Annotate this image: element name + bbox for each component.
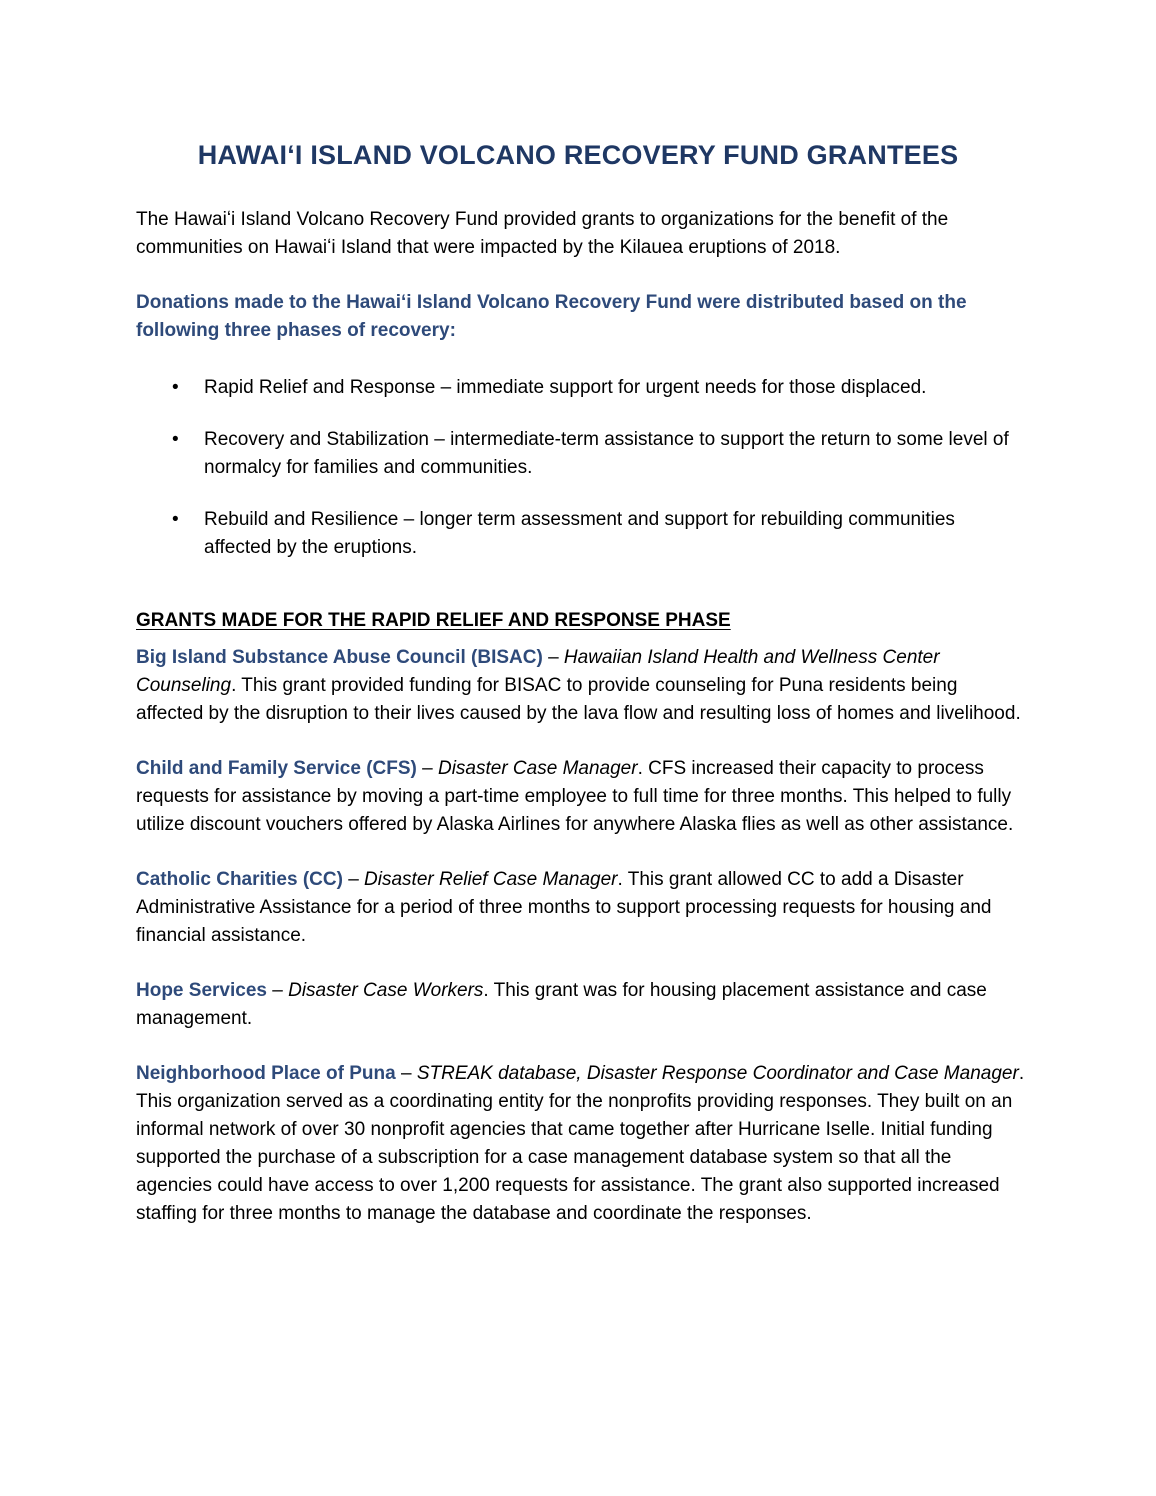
phase-item bbox=[136, 426, 1026, 482]
grant-description: . This organization served as a coordinating entity for the nonprofits providing responses. They built on an informal network of over 30 nonprofit agencies that came together after Hurricane Iselle. Initial funding supported the purchase of a subscription for a case management database system so that all the agencies could have access to over 1,200 requests for assistance. The grant also supported increased staffing for three months to manage the database and coordinate the responses. bbox=[136, 1063, 1025, 1224]
grant-org: Big Island Substance Abuse Council (BISAC) bbox=[136, 647, 543, 668]
page-title: HAWAIʻI ISLAND VOLCANO RECOVERY FUND GRANTEES bbox=[197, 140, 959, 170]
grant-entry bbox=[136, 866, 1026, 950]
grant-project: Disaster Case Manager bbox=[437, 758, 638, 779]
grant-separator: – bbox=[542, 647, 564, 668]
grant-project: Disaster Relief Case Manager bbox=[364, 869, 618, 890]
grant-description: . This grant allowed CC to add a Disaster Administrative Assistance for a period of three months to support processing requests for housing and financial assistance. bbox=[136, 869, 992, 946]
grant-entry bbox=[136, 644, 1026, 728]
bullet-icon: • bbox=[172, 377, 179, 398]
bullet-icon: • bbox=[172, 509, 179, 530]
phase-text: Rapid Relief and Response – immediate support for urgent needs for those displaced. bbox=[204, 377, 927, 398]
grant-project: Hawaiian Island Health and Wellness Center Counseling bbox=[136, 647, 940, 696]
grant-org: Neighborhood Place of Puna bbox=[136, 1063, 396, 1084]
intro-paragraph: The Hawaiʻi Island Volcano Recovery Fund provided grants to organizations for the benefit of the communities on Hawaiʻi Island that were impacted by the Kilauea eruptions of 2018. bbox=[136, 209, 949, 258]
grant-separator: – bbox=[395, 1063, 417, 1084]
section-heading: GRANTS MADE FOR THE RAPID RELIEF AND RESPONSE PHASE bbox=[136, 610, 731, 631]
phase-item bbox=[136, 374, 1026, 402]
grant-separator: – bbox=[416, 758, 438, 779]
bullet-icon: • bbox=[172, 429, 179, 450]
grant-description: . This grant was for housing placement assistance and case management. bbox=[136, 980, 987, 1029]
grant-separator: – bbox=[342, 869, 365, 890]
grant-org: Catholic Charities (CC) bbox=[136, 869, 343, 890]
grant-description: . This grant provided funding for BISAC to provide counseling for Puna residents being affected by the disruption to their lives caused by the lava flow and resulting loss of homes and livelihood. bbox=[136, 675, 1021, 724]
phase-item bbox=[136, 506, 1026, 562]
grant-project: STREAK database, Disaster Response Coordinator and Case Manager bbox=[416, 1063, 1019, 1084]
grants-list bbox=[136, 644, 1026, 1255]
grant-entry bbox=[136, 755, 1026, 839]
phases-list bbox=[136, 374, 1026, 586]
grant-project: Disaster Case Workers bbox=[288, 980, 484, 1001]
grant-description: . CFS increased their capacity to process requests for assistance by moving a part-time employee to full time for three months. This helped to fully utilize discount vouchers offered by Alaska Airlines for anywhere Alaska flies as well as other assistance. bbox=[136, 758, 1014, 835]
phase-text: Rebuild and Resilience – longer term assessment and support for rebuilding communities affected by the eruptions. bbox=[204, 509, 955, 558]
phases-lead-paragraph: Donations made to the Hawaiʻi Island Volcano Recovery Fund were distributed based on the following three phases of recovery: bbox=[136, 292, 967, 341]
phase-text: Recovery and Stabilization – intermediate-term assistance to support the return to some level of normalcy for families and communities. bbox=[204, 429, 1009, 478]
grant-entry bbox=[136, 1060, 1026, 1228]
grant-org: Hope Services bbox=[136, 980, 267, 1001]
grant-entry bbox=[136, 977, 1026, 1033]
grant-org: Child and Family Service (CFS) bbox=[136, 758, 417, 779]
grant-separator: – bbox=[266, 980, 289, 1001]
